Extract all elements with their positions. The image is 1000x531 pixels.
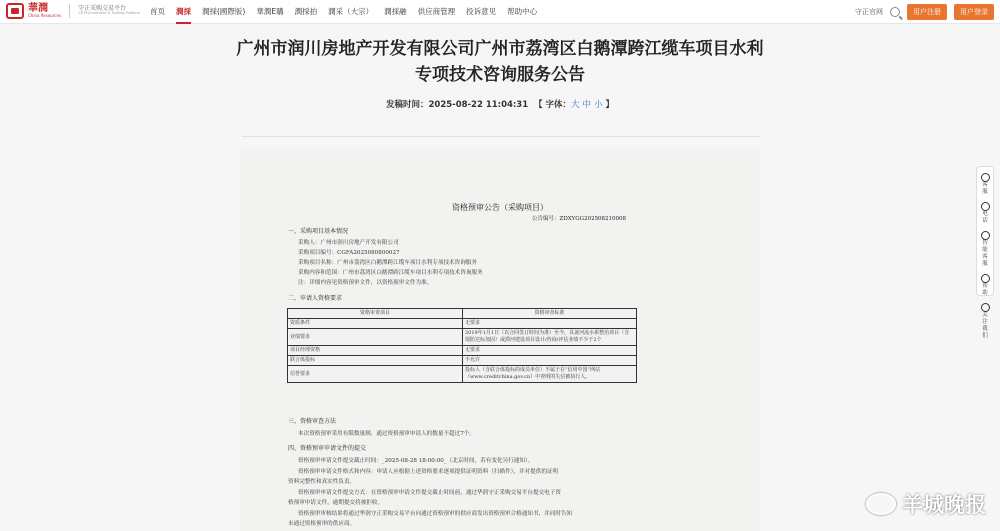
official-site-link[interactable]: 守正官网	[855, 8, 883, 16]
section-2-heading: 二、申请人资格要求	[288, 295, 343, 302]
table-cell: 2019年1月1日（以合同签订时间为准）至今，具备河流水系整治项目（含堤防达标加固）或滞河建设项目设计/咨询/评估业绩不少于2个	[463, 329, 637, 346]
sidebar-service[interactable]	[977, 173, 993, 196]
table-cell: 资质条件	[288, 319, 463, 329]
section-4-heading: 四、资格预审申请文件的提交	[288, 445, 367, 452]
nav-auction[interactable]: 潤採拍	[294, 7, 318, 16]
nav-bulk[interactable]: 潤采（大宗）	[328, 7, 374, 16]
floating-sidebar	[976, 166, 994, 339]
main-nav	[150, 0, 537, 24]
table-row	[288, 346, 637, 356]
table-cell: 项目经理资格	[288, 346, 463, 356]
header-actions	[855, 4, 994, 20]
register-button[interactable]: 用户注册	[907, 4, 947, 20]
section-3-heading: 三、资格审查方法	[288, 418, 337, 425]
table-row	[288, 356, 637, 366]
font-small-button[interactable]: 小	[594, 100, 603, 110]
doc-line: 资格预审申请文件提交方式：在资格预审申请文件提交截止时间前，通过华润守正采购交易平台提交电子资	[298, 490, 561, 496]
font-size-close: 】	[602, 100, 614, 110]
doc-line: 采购内容和范围：广州市荔湾区白鹅潭跨江缆车项目水利专项技术咨询服务	[298, 270, 483, 276]
platform-en: CR Procurement & Trading Platform	[78, 11, 141, 16]
doc-line: 格预审申请文件，逾期提交将被拒收。	[288, 500, 384, 506]
published-label: 发稿时间：	[386, 100, 429, 110]
logo-en: China Resources	[28, 12, 62, 18]
nav-supplier[interactable]: 供应商管理	[417, 7, 456, 16]
phone-icon	[981, 202, 990, 211]
headset-icon	[981, 173, 990, 182]
sidebar-follow[interactable]	[977, 303, 993, 340]
sidebar-label: 智能客服	[982, 240, 988, 267]
table-header: 资格审查标准	[463, 309, 637, 319]
watermark-text: 羊城晚报	[902, 493, 986, 517]
section-1-heading: 一、采购项目基本情况	[288, 228, 349, 235]
table-row	[288, 319, 637, 329]
table-header-row	[288, 309, 637, 319]
weibo-icon	[866, 493, 896, 515]
nav-runcai-intl[interactable]: 潤採(國際版)	[202, 7, 246, 16]
logo[interactable]	[6, 3, 140, 19]
table-header: 资格审查项目	[288, 309, 463, 319]
announcement-document	[240, 148, 760, 531]
article-meta	[300, 98, 700, 110]
nav-help[interactable]: 帮助中心	[507, 7, 538, 16]
doc-line: 采购人：广州市润川房地产开发有限公司	[298, 240, 399, 246]
nav-ebuy[interactable]: 華潤E購	[256, 7, 284, 16]
nav-complaint[interactable]: 投诉意见	[466, 7, 497, 16]
sidebar-ai-service[interactable]	[977, 231, 993, 268]
doc-line: 未通过资格预审的供应商。	[288, 521, 356, 527]
table-cell: 信誉要求	[288, 366, 463, 383]
table-row	[288, 329, 637, 346]
table-cell: 不允许	[463, 356, 637, 366]
nav-runcai[interactable]: 潤採	[176, 0, 191, 24]
platform-cn: 守正采购交易平台	[78, 4, 127, 12]
font-medium-button[interactable]: 中	[582, 100, 592, 110]
table-row	[288, 366, 637, 383]
font-size-label: 【 字体：	[534, 100, 572, 110]
table-cell: 联合体投标	[288, 356, 463, 366]
qrcode-icon	[981, 303, 990, 312]
table-cell: 投标人（含联合体投标的成员单位）不属于在“信用中国”网站（www.creditchina.gov.cn）中查明的失信被执行人。	[463, 366, 637, 383]
login-button[interactable]: 用户登录	[954, 4, 994, 20]
title-divider	[242, 136, 760, 137]
logo-cn: 華潤	[28, 2, 48, 14]
question-icon	[981, 274, 990, 283]
doc-line: 资料完整性和真实性负责。	[288, 479, 356, 485]
doc-line: 资格预审申请文件格式和内容：申请人应根据上述资格要求逐项提供证明资料（扫描件），并对提供的证明	[298, 469, 559, 475]
sidebar-label: 电话	[982, 211, 988, 224]
doc-line: 本次资格预审采用有限数量制，通过资格预审申请人的数量不超过7个。	[298, 431, 475, 437]
sidebar-help[interactable]	[977, 274, 993, 297]
qualification-table	[287, 308, 637, 383]
doc-number: 公告编号：ZDXYGG202508210008	[532, 216, 627, 222]
cr-logo-icon	[6, 3, 24, 19]
sidebar-phone[interactable]	[977, 202, 993, 225]
watermark	[866, 489, 986, 519]
logo-divider	[69, 4, 70, 18]
doc-line: 注：详细内容见资格预审文件，以资格预审文件为准。	[298, 280, 433, 286]
platform-name	[78, 6, 140, 16]
doc-title: 资格预审公告（采购项目）	[452, 203, 548, 212]
doc-line: 采购项目名称：广州市荔湾区白鹅潭跨江缆车项目水利专项技术咨询服务	[298, 260, 478, 266]
table-cell: 业绩要求	[288, 329, 463, 346]
nav-home[interactable]: 首页	[150, 7, 165, 16]
published-time: 2025-08-22 11:04:31	[428, 100, 529, 110]
search-icon[interactable]	[890, 7, 900, 17]
doc-line: 资格预审申请文件提交截止时间：_2025-08-28 18:00:00_（北京时间，若有变化另行通知）。	[298, 458, 534, 464]
page-title: 广州市润川房地产开发有限公司广州市荔湾区白鹅潭跨江缆车项目水利专项技术咨询服务公告	[236, 39, 764, 85]
sidebar-label: 关注我们	[982, 312, 988, 339]
sidebar-label: 帮助	[982, 283, 988, 296]
doc-line: 资格预审审核结果将通过华润守正采购交易平台向通过资格预审的供应商发出资格预审合格通知书，并同时告知	[298, 511, 573, 517]
top-nav-bar	[0, 0, 1000, 24]
robot-icon	[981, 231, 990, 240]
table-cell: 无要求	[463, 319, 637, 329]
nav-finance[interactable]: 潤採融	[384, 7, 407, 16]
table-cell: 无要求	[463, 346, 637, 356]
sidebar-label: 客服	[982, 182, 988, 195]
doc-line: 采购项目编号：CGFA2025080800027	[298, 250, 400, 256]
font-large-button[interactable]: 大	[571, 100, 580, 110]
